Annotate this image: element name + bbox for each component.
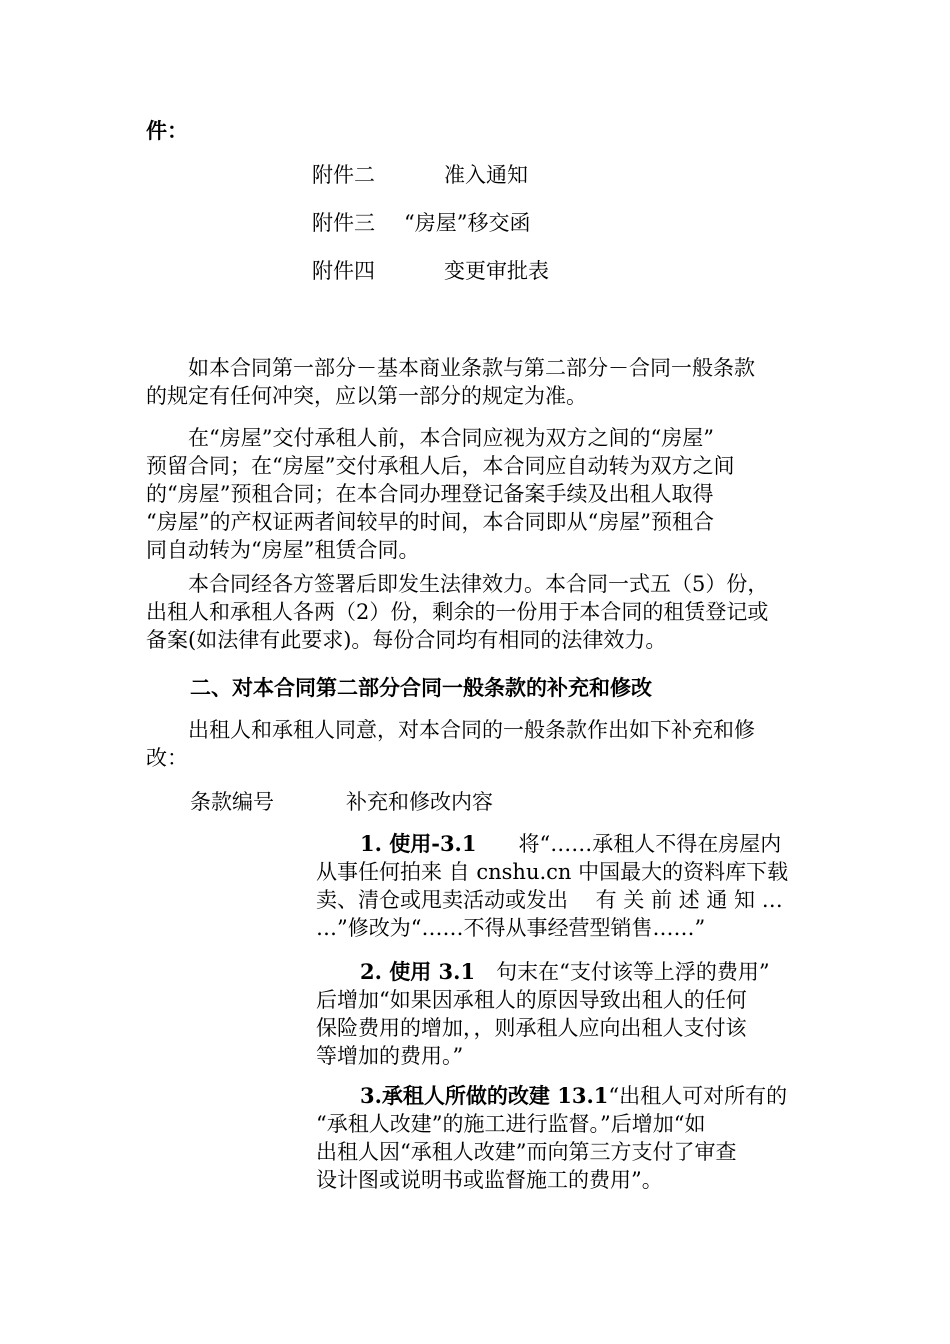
text-line: 的“房屋”预租合同；在本合同办理登记备案手续及出租人取得 [146,482,714,506]
text-line: 设计图或说明书或监督施工的费用”。 [316,1168,663,1192]
text-line: 预留合同；在“房屋”交付承租人后，本合同应自动转为双方之间 [146,454,735,478]
text-line: 出租人和承租人各两（2）份，剩余的一份用于本合同的租赁登记或 [146,600,769,624]
clause-text: 句末在“支付该等上浮的费用” [475,960,770,984]
text-line: 卖、清仓或甩卖活动或发出 有 关 前 述 通 知 … [316,888,783,912]
section-heading: 二、对本合同第二部分合同一般条款的补充和修改 [190,675,652,700]
clause-item [316,1082,808,1194]
clause-text: 将“……承租人不得在房屋内 [476,832,782,856]
paragraph-contract-conversion [146,424,806,564]
attachment-number: 附件三 [312,211,375,235]
section-intro [146,716,806,772]
text-line: 备案(如法律有此要求)。每份合同均有相同的法律效力。 [146,628,667,652]
attachment-number: 附件二 [312,163,375,187]
text-line: 改： [146,746,188,770]
text-line: “房屋”的产权证两者间较早的时间，本合同即从“房屋”预租合 [146,510,714,534]
text-line: 同自动转为“房屋”租赁合同。 [146,538,420,562]
text-line: 本合同经各方签署后即发生法律效力。本合同一式五（5）份， [146,572,769,596]
attachment-title: “房屋”移交函 [404,211,531,235]
clause-first-line [316,958,808,986]
text-line: “承租人改建”的施工进行监督。”后增加“如 [316,1112,706,1136]
text-line: 后增加“如果因承租人的原因导致出租人的任何 [316,988,747,1012]
clause-label: 1. 使用-3.1 [360,831,477,856]
text-line: 如本合同第一部分－基本商业条款与第二部分－合同一般条款 [146,356,755,380]
clause-first-line [316,830,808,858]
clause-item [316,830,808,942]
text-line: 等增加的费用。” [316,1044,464,1068]
paragraph-legal-effect [146,570,806,654]
text-line: …”修改为“……不得从事经营型销售……” [316,916,706,940]
table-header-clause-number: 条款编号 [190,790,274,814]
attachment-number: 附件四 [312,259,375,283]
text-line: 从事任何拍来 自 cnshu.cn 中国最大的资料库下载 [316,860,789,884]
table-header-content: 补充和修改内容 [346,790,493,814]
text-line: 保险费用的增加，，则承租人应向出租人支付该 [316,1016,747,1040]
clause-item [316,958,808,1070]
attachment-title: 变更审批表 [444,259,549,283]
text-line: 出租人和承租人同意，对本合同的一般条款作出如下补充和修 [146,718,755,742]
text-line: 在“房屋”交付承租人前，本合同应视为双方之间的“房屋” [146,426,714,450]
attachment-title: 准入通知 [444,163,528,187]
paragraph-precedence [146,354,806,410]
clause-label: 3.承租人所做的改建 13.1 [360,1083,609,1108]
clause-label: 2. 使用 3.1 [360,959,476,984]
text-line: 的规定有任何冲突，应以第一部分的规定为准。 [146,384,587,408]
text-line: 出租人因“承租人改建”而向第三方支付了审查 [316,1140,737,1164]
clause-first-line [316,1082,808,1110]
clause-text: “出租人可对所有的 [608,1084,788,1108]
heading-fragment: 件： [146,118,188,143]
